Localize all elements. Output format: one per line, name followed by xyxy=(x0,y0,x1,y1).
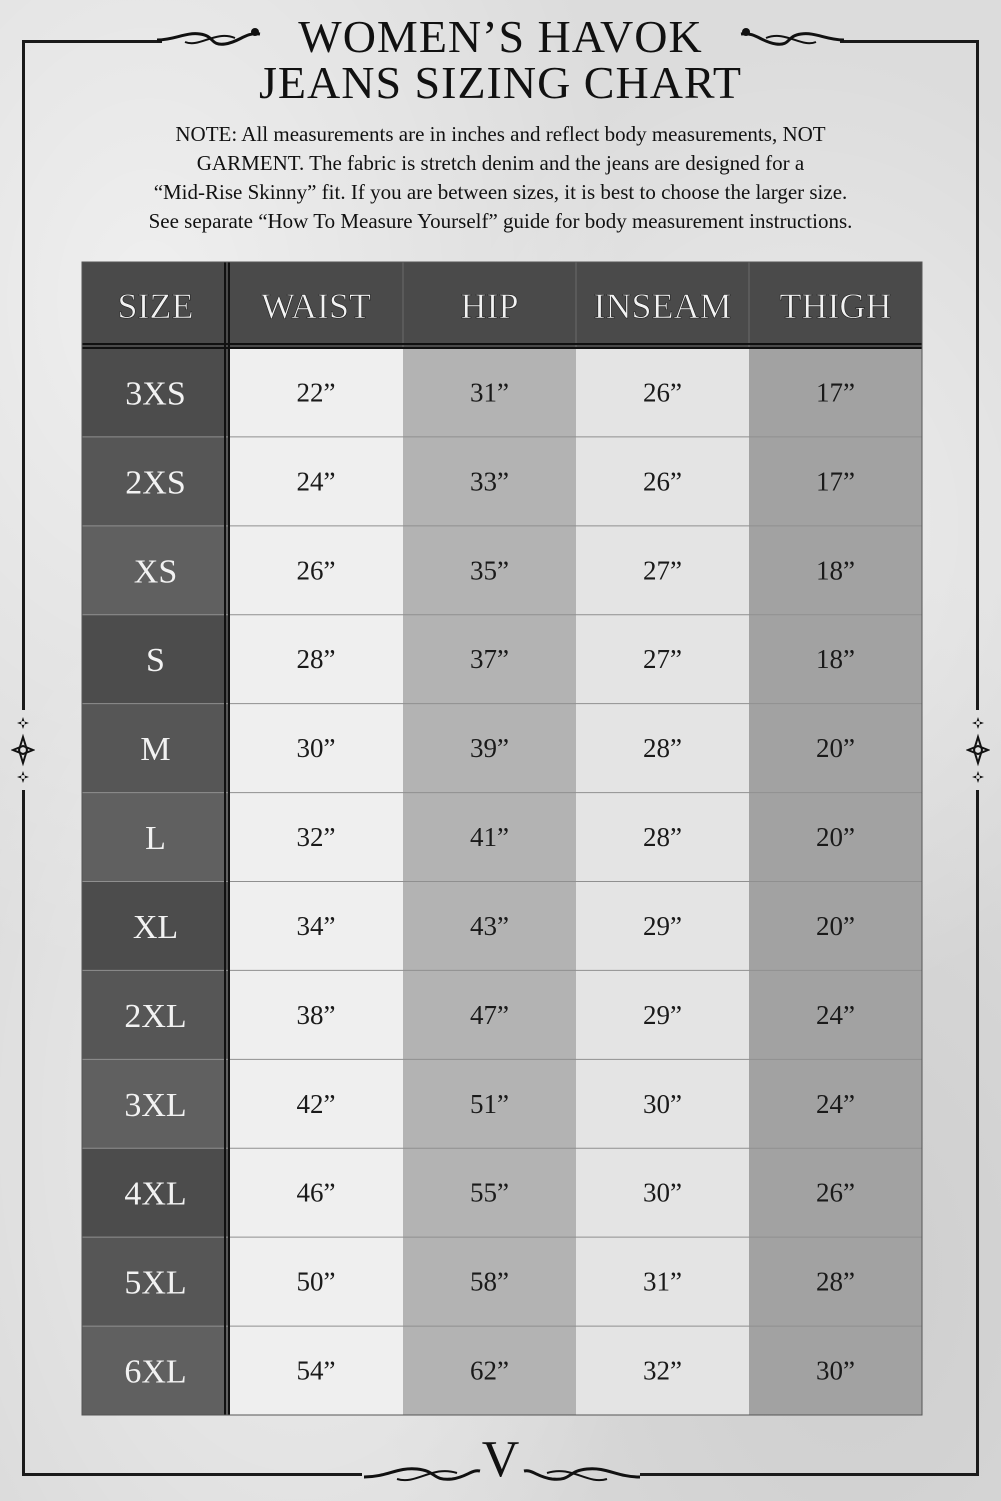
measurement-value: 32” xyxy=(296,822,336,853)
measurement-value: 30” xyxy=(643,1177,682,1208)
note-line: GARMENT. The fabric is stretch denim and the jeans are designed for a xyxy=(196,151,805,175)
measurement-value: 27” xyxy=(643,644,682,675)
size-label: 2XL xyxy=(124,997,187,1035)
note-line: “Mid-Rise Skinny” fit. If you are between sizes, it is best to choose the larger size. xyxy=(153,180,848,204)
measurement-value: 24” xyxy=(816,1088,855,1119)
column-header-hip: HIP xyxy=(460,286,519,326)
footer-monogram: V xyxy=(481,1431,520,1488)
column-header-size: SIZE xyxy=(117,286,194,326)
note-line: See separate “How To Measure Yourself” guide for body measurement instructions. xyxy=(148,209,853,233)
measurement-value: 37” xyxy=(470,644,509,675)
measurement-value: 20” xyxy=(816,910,855,941)
measurement-value: 54” xyxy=(296,1355,336,1386)
measurement-value: 26” xyxy=(816,1177,855,1208)
measurement-value: 26” xyxy=(643,377,682,408)
measurement-value: 35” xyxy=(470,555,509,586)
size-label: M xyxy=(140,731,171,769)
measurement-value: 62” xyxy=(470,1355,509,1386)
measurement-value: 22” xyxy=(296,377,336,408)
column-header-waist: WAIST xyxy=(261,286,371,326)
measurement-value: 20” xyxy=(816,733,855,764)
column-header-inseam: INSEAM xyxy=(593,286,732,326)
measurement-value: 24” xyxy=(296,466,336,497)
measurement-value: 24” xyxy=(816,999,855,1030)
bottom-left-flourish-icon xyxy=(362,1455,482,1485)
measurement-value: 31” xyxy=(470,377,509,408)
size-label: XS xyxy=(133,553,178,591)
measurement-value: 58” xyxy=(470,1266,509,1297)
measurement-value: 30” xyxy=(643,1088,682,1119)
measurement-value: 26” xyxy=(643,466,682,497)
measurement-value: 29” xyxy=(643,999,682,1030)
size-label: 3XS xyxy=(125,375,186,413)
measurement-value: 47” xyxy=(470,999,509,1030)
measurement-value: 28” xyxy=(816,1266,855,1297)
measurement-value: 34” xyxy=(296,910,336,941)
measurement-value: 30” xyxy=(296,733,336,764)
size-label: 5XL xyxy=(124,1264,187,1302)
measurement-value: 31” xyxy=(643,1266,682,1297)
measurement-value: 32” xyxy=(643,1355,682,1386)
measurement-value: 50” xyxy=(296,1266,336,1297)
measurement-value: 26” xyxy=(296,555,336,586)
measurement-value: 43” xyxy=(470,910,509,941)
measurement-value: 17” xyxy=(816,466,855,497)
size-label: S xyxy=(146,642,165,680)
column-header-thigh: THIGH xyxy=(779,286,892,326)
measurement-value: 46” xyxy=(296,1177,336,1208)
title-line-2: JEANS SIZING CHART xyxy=(259,57,742,108)
note-line: NOTE: All measurements are in inches and reflect body measurements, NOT xyxy=(175,122,826,146)
measurement-value: 39” xyxy=(470,733,509,764)
measurement-value: 27” xyxy=(643,555,682,586)
measurement-value: 42” xyxy=(296,1088,336,1119)
title-line-1: WOMEN’S HAVOK xyxy=(298,11,703,62)
measurement-value: 30” xyxy=(816,1355,855,1386)
measurement-value: 28” xyxy=(643,822,682,853)
measurement-value: 38” xyxy=(296,999,336,1030)
size-label: 2XS xyxy=(125,464,186,502)
measurement-value: 55” xyxy=(470,1177,509,1208)
size-label: L xyxy=(145,820,166,858)
measurement-value: 33” xyxy=(470,466,509,497)
measurement-value: 28” xyxy=(296,644,336,675)
measurement-value: 41” xyxy=(470,822,509,853)
size-label: 6XL xyxy=(124,1353,187,1391)
bottom-right-flourish-icon xyxy=(522,1455,642,1485)
measurement-value: 17” xyxy=(816,377,855,408)
measurement-value: 28” xyxy=(643,733,682,764)
size-label: 4XL xyxy=(124,1175,187,1213)
measurement-value: 18” xyxy=(816,644,855,675)
measurement-value: 20” xyxy=(816,822,855,853)
size-label: XL xyxy=(132,908,179,946)
measurement-value: 51” xyxy=(470,1088,509,1119)
measurement-value: 29” xyxy=(643,910,682,941)
measurement-value: 18” xyxy=(816,555,855,586)
size-label: 3XL xyxy=(124,1086,187,1124)
